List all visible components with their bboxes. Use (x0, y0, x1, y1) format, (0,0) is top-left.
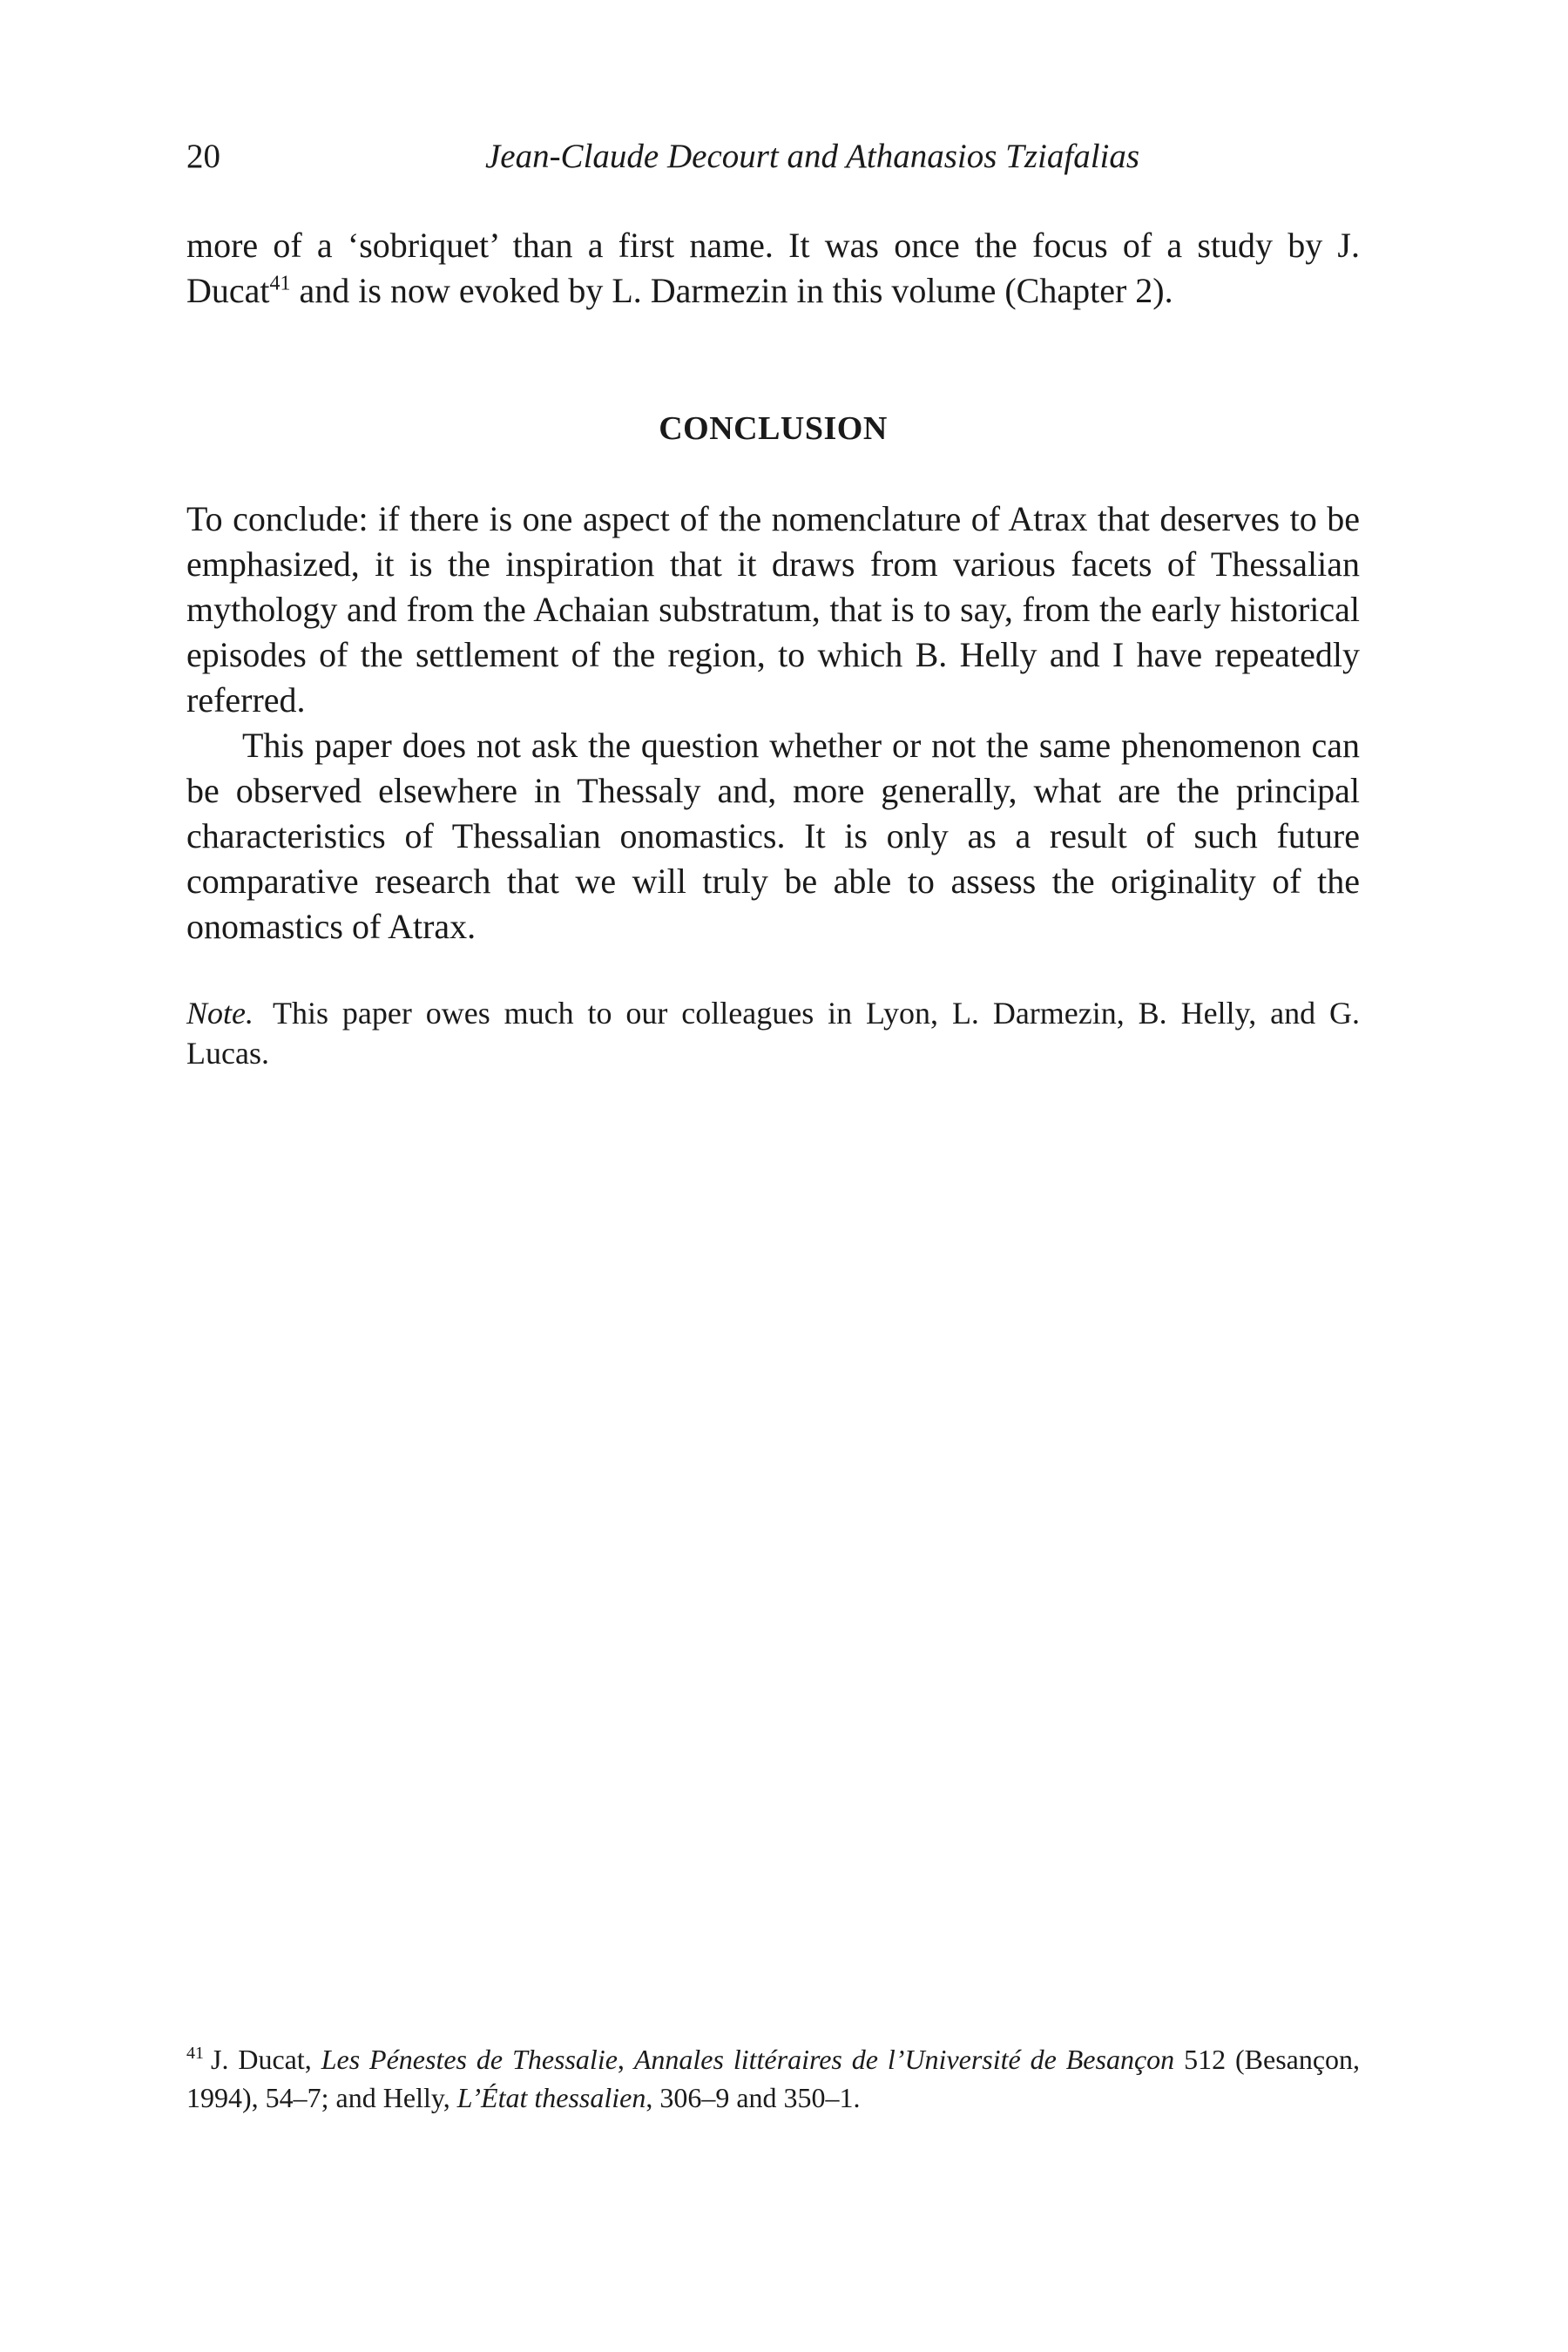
paragraph-conclusion-2: This paper does not ask the question whether or not the same phenomenon can be observed elsewhere in Thessaly and, more generally, what are the principal characteristics of Thessalian onomastics. It is only as a result of such future comparative research that we will truly be able to assess the originality of the onomastics of Atrax. (186, 726, 1360, 946)
page-number: 20 (186, 138, 220, 175)
footnote-author: J. Ducat, (211, 2044, 321, 2075)
footnote-title-2: L’État thessalien (456, 2082, 646, 2113)
note-text: This paper owes much to our colleagues in Lyon, L. Darmezin, B. Helly, and G. Lucas. (186, 996, 1360, 1071)
running-head (186, 131, 1360, 183)
footnote-series: Annales littéraires de l’Université de Besançon (633, 2044, 1175, 2075)
opening-paragraph (186, 223, 1360, 314)
footnote-rest-1: 512 (Besançon, 1994), 54–7; and Helly, (186, 2044, 1361, 2113)
footnote-rest-2: , 306–9 and 350–1. (645, 2082, 861, 2113)
acknowledgement-note (186, 993, 1360, 1073)
opening-text-before: more of a ‘sobriquet’ than a first name. It was once the focus of a study by J. Ducat (186, 226, 1360, 310)
footnote-title-1: Les Pénestes de Thessalie (321, 2044, 618, 2075)
running-title: Jean-Claude Decourt and Athanasios Tziafalias (484, 138, 1140, 175)
opening-text-after: and is now evoked by L. Darmezin in this volume (Chapter 2). (290, 271, 1173, 310)
footnote-number: 41 (186, 2044, 204, 2064)
section-heading: CONCLUSION (659, 410, 888, 447)
footnote-reference[interactable]: 41 (269, 272, 291, 295)
footnote-separator: , (617, 2044, 634, 2075)
footnote-41 (186, 2040, 1360, 2117)
paragraph-conclusion-1: To conclude: if there is one aspect of the nomenclature of Atrax that deserves to be emphasized, it is the inspiration that it draws from various facets of Thessalian mythology and from the Achaian substratum, that is to say, from the early historical episodes of the settlement of the region, to which B. Helly and I have repeatedly referred. (186, 499, 1360, 720)
note-label: Note. (186, 996, 253, 1031)
